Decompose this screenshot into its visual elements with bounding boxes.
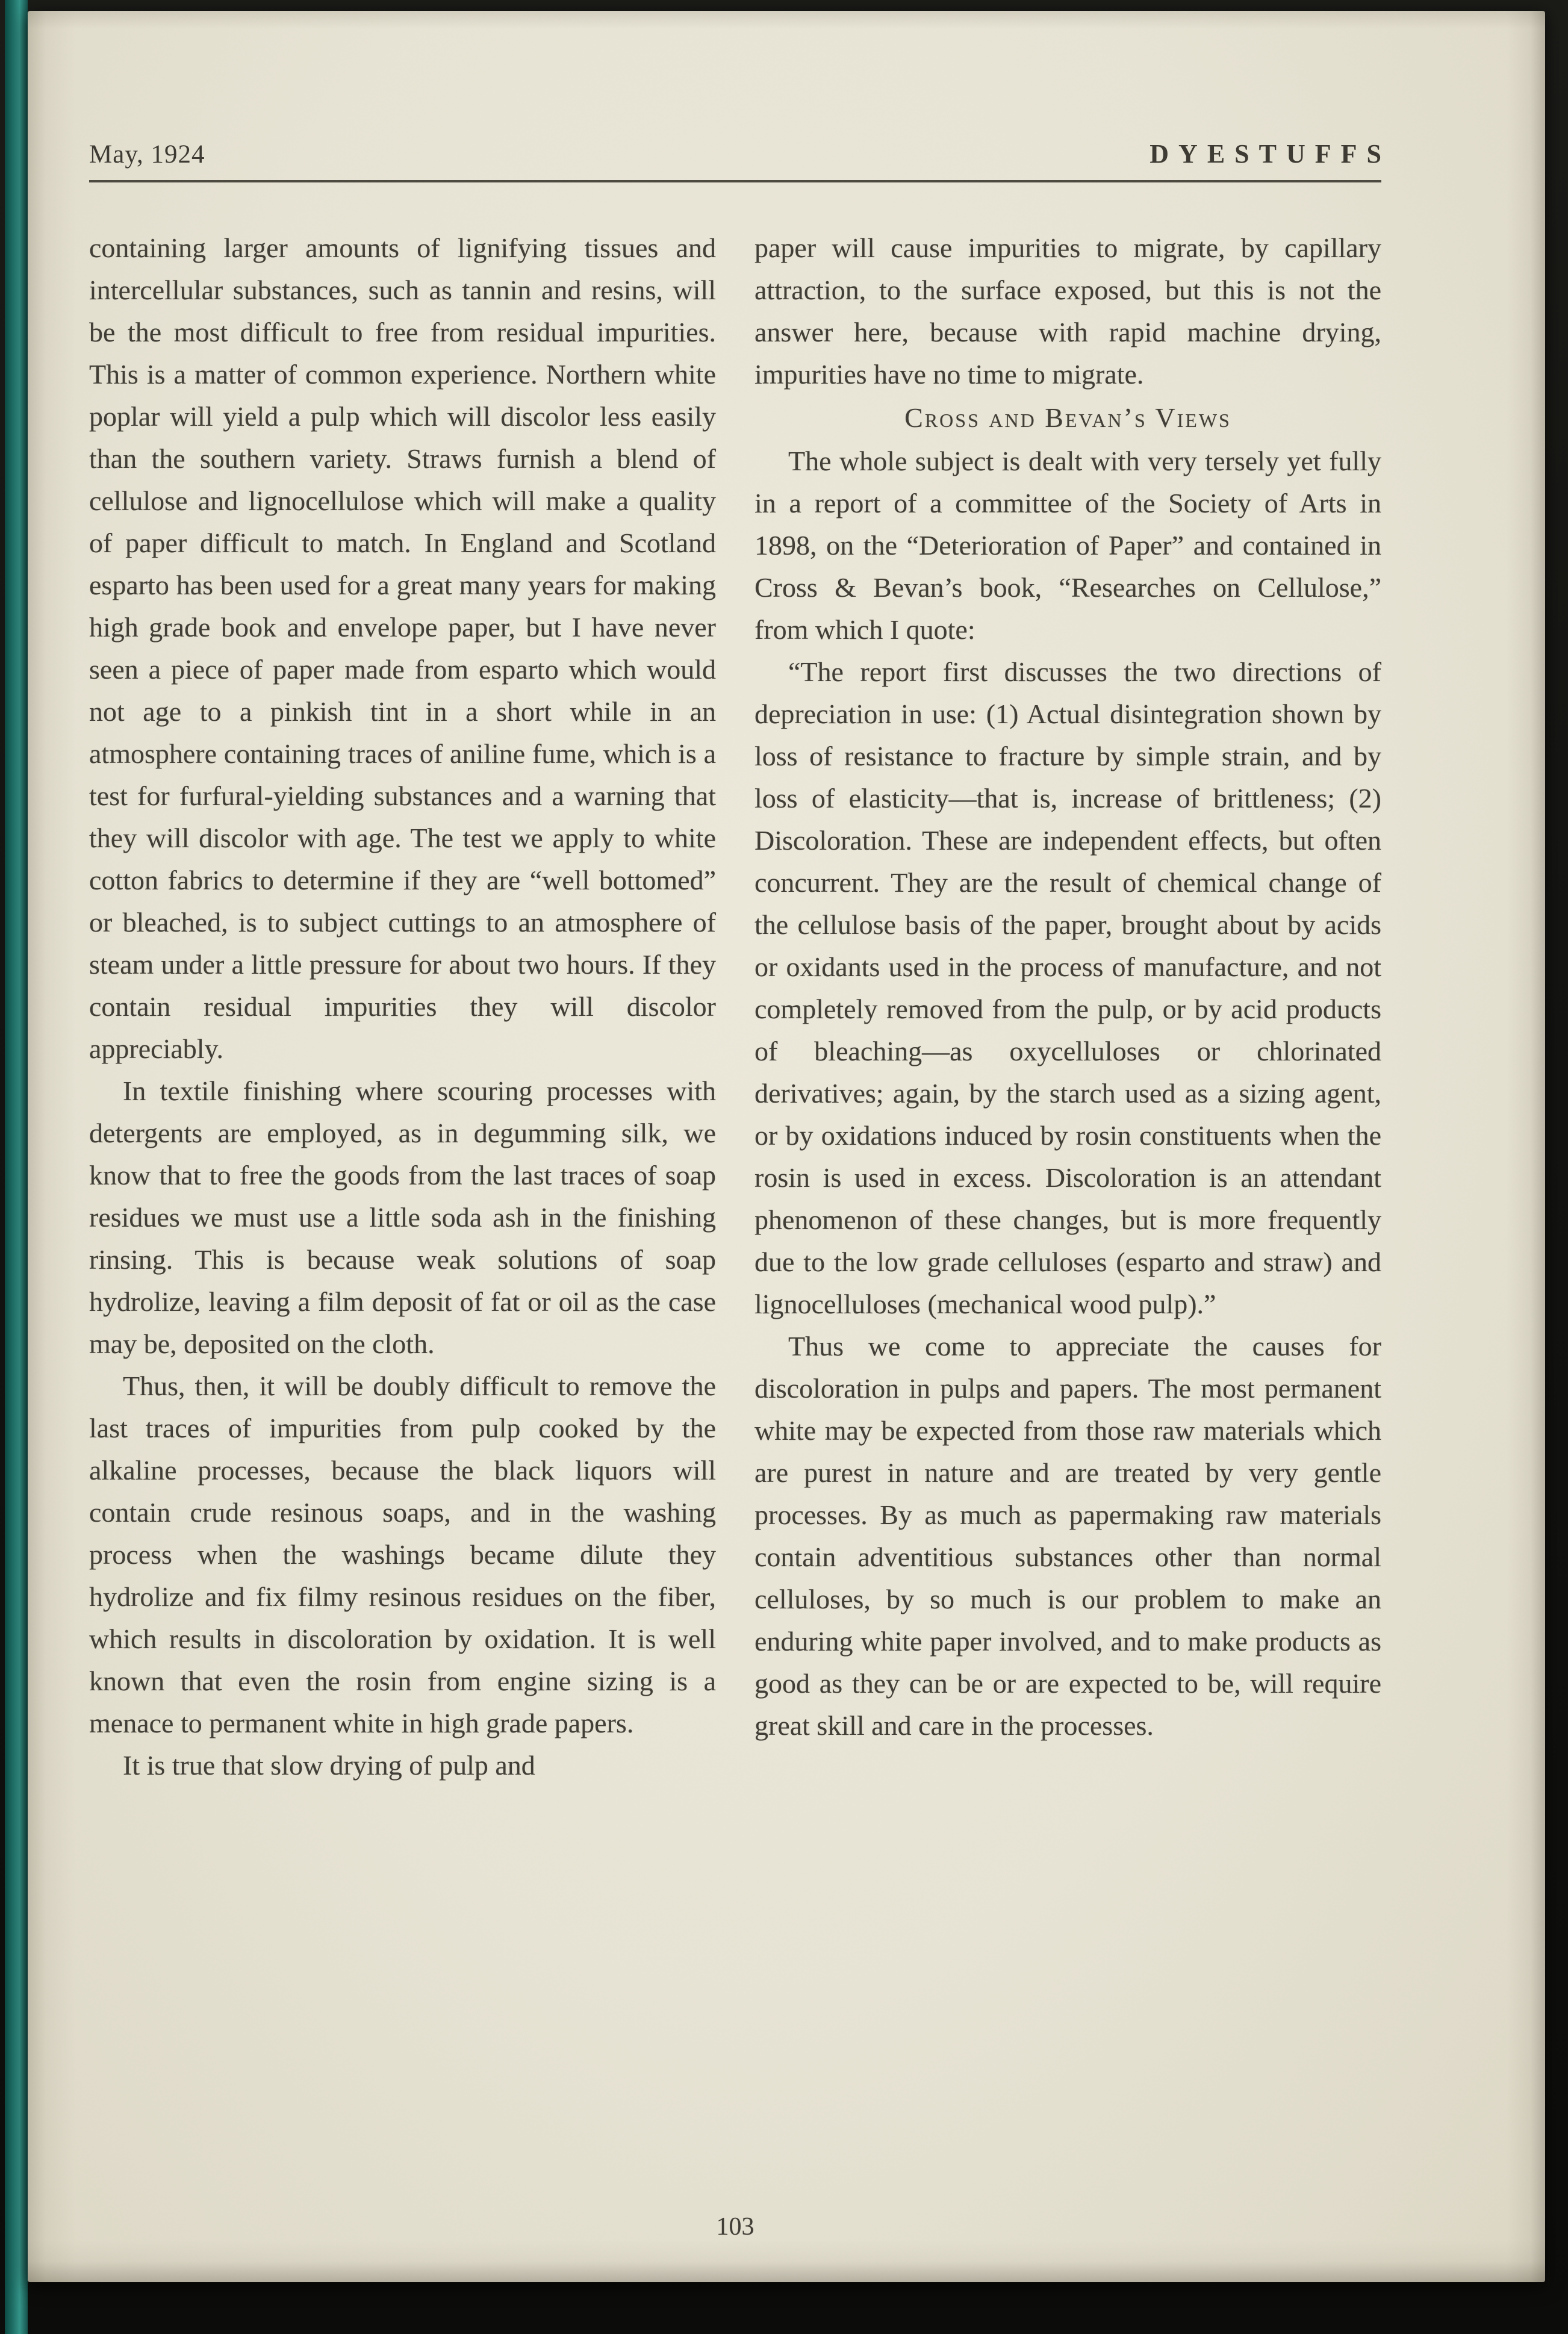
header-rule [89,180,1381,182]
left-column [89,227,716,1787]
right-column [754,227,1381,1787]
section-heading: Cross and Bevan’s Views [904,402,1231,433]
journal-title: DYESTUFFS [1150,139,1391,169]
text-columns [89,227,1381,1787]
issue-date: May, 1924 [89,140,205,169]
page-header [89,138,1391,169]
paragraph: Thus we come to appreciate the causes for discoloration in pulps and papers. The most permanent white may be expected from those raw materials which are purest in nature and are treated by very gentle processes. By as much as papermaking raw materials contain adventitious substances other than normal celluloses, by so much is our problem to make an enduring white paper involved, and to make products as good as they can be or are expected to be, will require great skill and care in the processes. [754,1331,1381,1741]
paragraph: containing larger amounts of lignifying tissues and intercellular substances, such as tannin and resins, will be the most difficult to free from residual impurities. This is a matter of common experience. Northern white poplar will yield a pulp which will discolor less easily than the southern variety. Straws furnish a blend of cellulose and lignocellulose which will make a quality of paper difficult to match. In England and Scotland esparto has been used for a great many years for making high grade book and envelope paper, but I have never seen a piece of paper made from esparto which would not age to a pinkish tint in a short while in an atmosphere containing traces of aniline fume, which is a test for furfural-yielding substances and a warning that they will discolor with age. The test we apply to white cotton fabrics to determine if they are “well bottomed” or bleached, is to subject cuttings to an atmosphere of steam under a little pressure for about two hours. If they contain residual impurities they will discolor appreciably. [89,232,716,1064]
paragraph: It is true that slow drying of pulp and [123,1750,535,1781]
paragraph: The whole subject is dealt with very tersely yet fully in a report of a committee of the Society of Arts in 1898, on the “Deterioration of Paper” and contained in Cross & Bevan’s book, “Researches on Cellulose,” from which I quote: [754,446,1381,645]
paragraph: Thus, then, it will be doubly difficult to remove the last traces of impurities from pulp cooked by the alkaline processes, because the black liquors will contain crude resinous soaps, and in the washing process when the washings became dilute they hydrolize and fix filmy resinous residues on the fiber, which results in discoloration by oxidation. It is well known that even the rosin from engine sizing is a menace to permanent white in high grade papers. [89,1371,716,1738]
paragraph: In textile finishing where scouring processes with detergents are employed, as in degumming silk, we know that to free the goods from the last traces of soap residues we must use a little soda ash in the finishing rinsing. This is because weak solutions of soap hydrolize, leaving a film deposit of fat or oil as the case may be, deposited on the cloth. [89,1075,716,1359]
paragraph: “The report first discusses the two directions of depreciation in use: (1) Actual disintegration shown by loss of resistance to fracture by simple strain, and by loss of elasticity—that is, increase of brittleness; (2) Discoloration. These are independent effects, but often concurrent. They are the result of chemical change of the cellulose basis of the paper, brought about by acids or oxidants used in the process of manufacture, and not completely removed from the pulp, or by acid products of bleaching—as oxycelluloses or chlorinated derivatives; again, by the starch used as a sizing agent, or by oxidations induced by rosin constituents when the rosin is used in excess. Discoloration is an attendant phenomenon of these changes, but is more frequently due to the low grade celluloses (esparto and straw) and lignocelluloses (mechanical wood pulp).” [754,656,1381,1319]
book-binding [5,0,28,2334]
page-number: 103 [716,2213,754,2241]
page [28,11,1545,2282]
paragraph: paper will cause impurities to migrate, by capillary attraction, to the surface exposed, but this is not the answer here, because with rapid machine drying, impurities have no time to migrate. [754,232,1381,390]
page-content [89,138,1391,1787]
